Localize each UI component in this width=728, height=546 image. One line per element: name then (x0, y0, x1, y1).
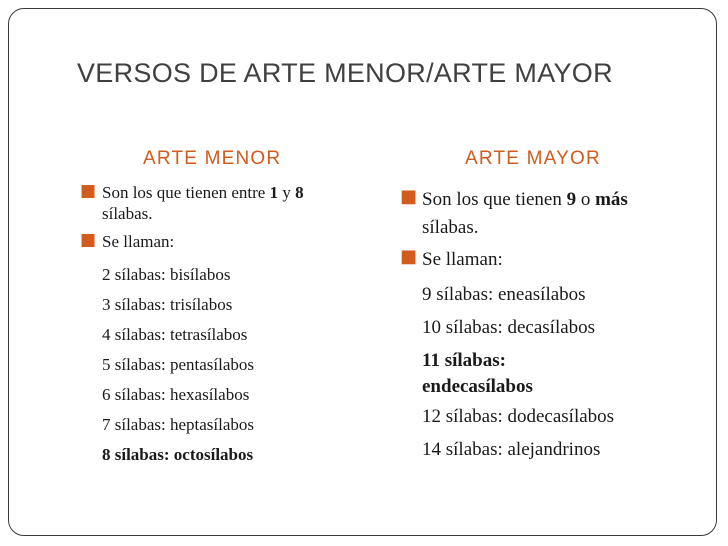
bullet-icon: ■ (80, 181, 97, 201)
list-item: 14 sílabas: alejandrinos (422, 439, 601, 460)
definition-text: Son los que tienen entre (102, 183, 270, 202)
arte-mayor-column (400, 186, 700, 466)
names-label: Se llaman: (102, 232, 175, 251)
list-item-bold (422, 348, 700, 374)
arte-menor-bullet-definition (80, 181, 380, 225)
list-item-bold-cont (422, 374, 700, 400)
definition-text: Son los que tienen (422, 189, 567, 210)
list-item: 4 sílabas: tetrasílabos (102, 325, 248, 344)
min-syllables: 9 (566, 189, 577, 210)
names-label: Se llaman: (422, 249, 503, 270)
more-syllables: más (595, 189, 628, 210)
list-item: 7 sílabas: heptasílabos (102, 415, 255, 434)
slide-title: VERSOS DE ARTE MENOR/ARTE MAYOR (77, 58, 613, 88)
arte-mayor-bullet-names (400, 246, 700, 274)
endecasilabos-label: 11 sílabas: (422, 350, 506, 371)
list-item: 6 sílabas: hexasílabos (102, 385, 250, 404)
arte-mayor-heading: ARTE MAYOR (465, 148, 601, 169)
bullet-icon: ■ (80, 230, 97, 250)
definition-connector: y (278, 183, 296, 202)
arte-mayor-list (400, 278, 700, 466)
max-syllables: 8 (295, 183, 304, 202)
arte-menor-list (80, 260, 380, 470)
arte-menor-heading: ARTE MENOR (143, 148, 282, 169)
list-item: 2 sílabas: bisílabos (102, 265, 231, 284)
list-item: 10 sílabas: decasílabos (422, 317, 596, 338)
list-item: 12 sílabas: dodecasílabos (422, 406, 615, 427)
arte-mayor-bullet-definition (400, 186, 700, 242)
list-item: 5 sílabas: pentasílabos (102, 355, 255, 374)
bullet-icon: ■ (400, 246, 418, 267)
list-item: 9 sílabas: eneasílabos (422, 284, 586, 305)
arte-menor-bullet-names (80, 230, 380, 254)
definition-line2: sílabas. (102, 204, 153, 223)
endecasilabos-text: endecasílabos (422, 376, 533, 397)
bullet-icon: ■ (400, 186, 418, 207)
arte-menor-column (80, 181, 380, 470)
list-item: 3 sílabas: trisílabos (102, 295, 233, 314)
definition-line2: sílabas. (422, 217, 479, 238)
definition-connector: o (576, 189, 596, 210)
list-item-bold (102, 440, 380, 470)
octosilabos-text: 8 sílabas: octosílabos (102, 445, 254, 464)
min-syllables: 1 (269, 183, 279, 202)
